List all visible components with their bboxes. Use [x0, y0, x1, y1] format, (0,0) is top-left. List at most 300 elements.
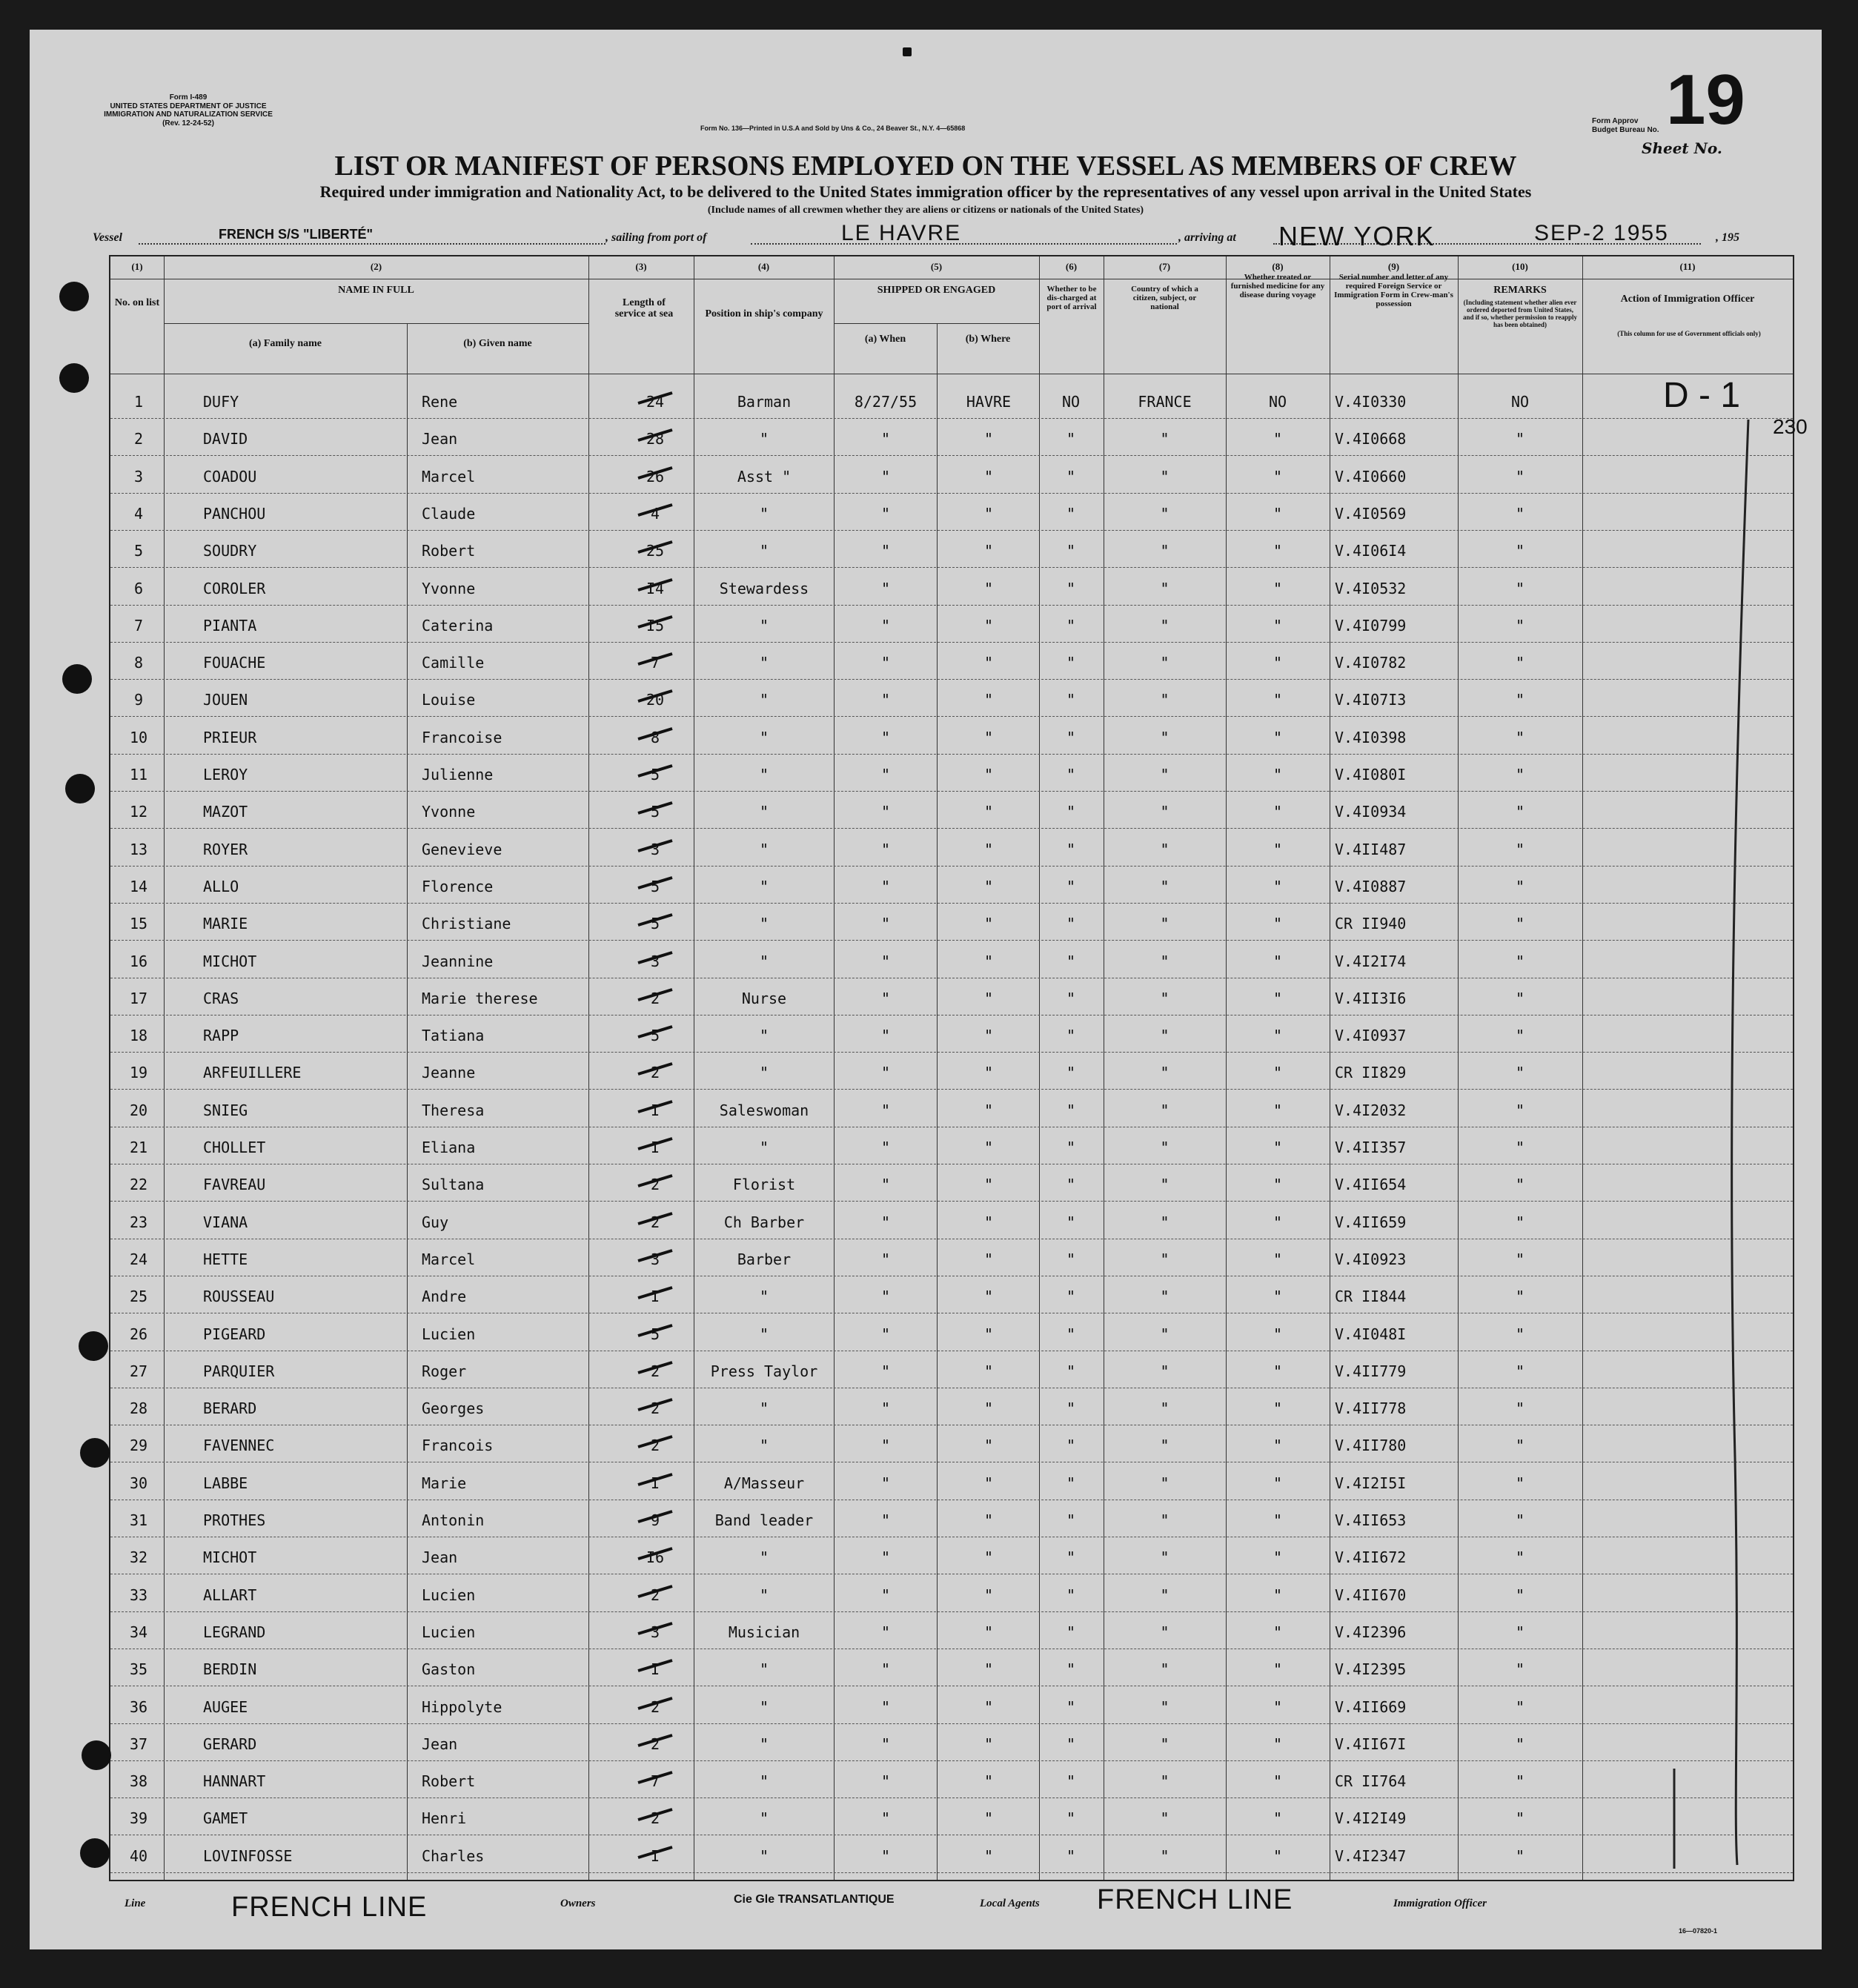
remarks: "	[1515, 1250, 1525, 1268]
serial-number: V.4II778	[1335, 1399, 1407, 1418]
serial-number: V.4I048I	[1335, 1325, 1407, 1343]
serial-number: V.4I0934	[1335, 803, 1407, 821]
table-row	[110, 1164, 1793, 1202]
row-number: 26	[129, 1325, 148, 1343]
discharged: "	[1066, 467, 1076, 486]
row-number: 23	[129, 1213, 148, 1231]
check-mark-icon	[637, 875, 674, 889]
given-name: Marcel	[422, 467, 476, 486]
check-mark-icon	[637, 1471, 674, 1486]
discharged: "	[1066, 1734, 1076, 1753]
serial-number: V.4I07I3	[1335, 691, 1407, 709]
shipped-where: "	[983, 1474, 994, 1492]
serial-number: V.4I0937	[1335, 1027, 1407, 1045]
given-name: Gaston	[422, 1660, 476, 1679]
family-name: PROTHES	[203, 1511, 266, 1529]
position: "	[759, 504, 769, 523]
discharged: "	[1066, 1474, 1076, 1492]
medicine: "	[1273, 1623, 1283, 1641]
country: "	[1160, 1511, 1169, 1529]
given-name: Caterina	[422, 616, 494, 634]
check-mark-icon	[637, 1844, 674, 1859]
remarks: "	[1515, 728, 1525, 746]
discharged: "	[1066, 1325, 1076, 1343]
service-length: 5	[650, 1027, 660, 1045]
shipped-when: "	[880, 989, 891, 1007]
family-name: AUGEE	[203, 1697, 248, 1716]
service-length: I5	[646, 616, 665, 634]
position: "	[759, 1064, 769, 1082]
given-name: Antonin	[422, 1511, 485, 1529]
family-name: LEROY	[203, 766, 248, 783]
country: "	[1160, 691, 1169, 709]
budget-bureau: Budget Bureau No.	[1592, 125, 1659, 134]
shipped-where: "	[983, 877, 994, 895]
given-name: Marie therese	[422, 989, 538, 1007]
remarks: "	[1515, 1734, 1525, 1753]
service-length: 2	[650, 1064, 660, 1082]
table-row	[110, 568, 1793, 606]
medicine: "	[1273, 766, 1283, 783]
shipped-where: "	[983, 1809, 994, 1828]
remarks: "	[1515, 1623, 1525, 1641]
given-name: Charles	[422, 1846, 485, 1865]
remarks: "	[1515, 430, 1525, 448]
check-mark-icon	[637, 1545, 674, 1560]
service-length: 25	[646, 542, 665, 560]
medicine: "	[1273, 1511, 1283, 1529]
medicine: "	[1273, 1586, 1283, 1604]
discharged: "	[1066, 1139, 1076, 1156]
country: "	[1160, 766, 1169, 783]
check-mark-icon	[637, 502, 674, 517]
table-row	[110, 1015, 1793, 1053]
position: "	[759, 1027, 769, 1045]
remarks: "	[1515, 1809, 1525, 1828]
shipped-where: "	[983, 766, 994, 783]
row-number: 12	[129, 803, 148, 821]
family-name: ALLO	[203, 877, 239, 895]
shipped-when: "	[880, 1213, 891, 1231]
service-length: 9	[650, 1511, 660, 1529]
punch-hole	[59, 282, 89, 311]
row-number: 38	[129, 1772, 148, 1791]
page-title: LIST OR MANIFEST OF PERSONS EMPLOYED ON THE VESSEL AS MEMBERS OF CREW	[334, 150, 1517, 182]
discharged: "	[1066, 1027, 1076, 1045]
shipped-when: "	[880, 1176, 891, 1194]
medicine: "	[1273, 1399, 1283, 1418]
medicine: "	[1273, 840, 1283, 858]
family-name: BERARD	[203, 1399, 257, 1418]
shipped-where: "	[983, 430, 994, 448]
check-mark-icon	[637, 1248, 674, 1262]
table-row	[110, 1462, 1793, 1500]
shipped-where: "	[983, 1139, 994, 1156]
position: "	[759, 1734, 769, 1753]
given-name: Jean	[422, 1548, 458, 1567]
vessel-name: FRENCH S/S "LIBERTÉ"	[219, 227, 374, 242]
service-length: 2	[650, 1437, 660, 1455]
shipped-where: "	[983, 1325, 994, 1343]
check-mark-icon	[637, 912, 674, 927]
serial-number: V.4I2I5I	[1335, 1474, 1407, 1492]
row-number: 40	[129, 1846, 148, 1865]
serial-number: V.4II357	[1335, 1139, 1407, 1156]
position: "	[759, 1846, 769, 1865]
shipped-when: "	[880, 542, 891, 560]
col-no-header: No. on list	[114, 297, 160, 308]
table-row	[110, 866, 1793, 904]
discharged: "	[1066, 766, 1076, 783]
medicine: "	[1273, 430, 1283, 448]
shipped-where: "	[983, 1511, 994, 1529]
row-number: 7	[133, 616, 144, 634]
remarks: "	[1515, 1027, 1525, 1045]
shipped-when: "	[880, 1511, 891, 1529]
crew-table: (1) (2) (3) (4) (5) (6) (7) (8) (9) (10) (11) No. on list NAME IN FULL (a) Family name (b) Given name Length of service at sea Position in ship's company SHIPPED OR ENGAGED (a) When (b) Where Whether to be dis-charged at port of arrival Country of which a citizen, subject, or national Whether treated or furnished medicine for any disease during voyage Serial number and letter of any required Foreign Service or Immigration Form in Crew-man's possession REMARKS (Including statement whether alien ever ordered deported from United States, and if so, whether permission to reapply has been obtained) Action of Immigration Officer (This column for use of Government officials only) 1 DUFY Rene 24 Barman 8/27/55 HAVRE NO FRANCE NO V.4I0330 NO 2 DAVID Jean 28 " " " " " " V.4I0668 " 3 COADOU Marcel 26 Asst " " " " " " V.4I0660 " 4 PANCHOU Claude 4 " " " " " " V.4I0569 " 5 SOUDRY Robert 25 " " " " " " V.4I06I4 " 6 COROLER Yvonne I4 Stewardess " " " " " V.4I0532 " 7 PIANTA Caterina I5 " " " " " " V.4I0799 " 8 FOUACHE Camille 7 " " " " " " V.4I0782 " 9 JOUEN Louise 20 " " " " " " V.4I07I3 " 10 PRIEUR Francoise 8 " " " " " " V.4I0398 " 11 LEROY Julienne 5 " " " " " " V.4I080I " 12 MAZOT Yvonne 5 " " " " " " V.4I0934 " 13 ROYER Genevieve 3 " " " " " " V.4II487 " 14 ALLO Florence 5 " " " " " " V.4I0887 " 15 MARIE Christiane 5 " " " " " " CR II940 " 16 MICHOT Jeannine 3 " " " " " " V.4I2I74 " 17 CRAS Marie therese 2 Nurse " " " " " V.4II3I6 " 18 RAPP Tatiana 5 " " " " " " V.4I0937 " 19 ARFEUILLERE Jeanne 2 " " " " " " CR II829 " 20 SNIEG Theresa I Saleswoman " " " " " V.4I2032 " 21 CHOLLET Eliana I " " " " " " V.4II357 " 22 FAVREAU Sultana 2 Florist " " " " " V.4II654 " 23 VIANA Guy 2 Ch Barber " " " " " V.4II659 " 24 HETTE Marcel 3 Barber " " " " " V.4I0923 " 25 ROUSSEAU Andre I " " " " " " CR II844 " 26 PIGEARD Lucien 5 " " " " " " V.4I048I " 27 PARQUIER Roger 2 Press Taylor " " " " " V.4II779 " 28 BERARD Georges 2 " " " " " " V.4II778 " 29 FAVENNEC Francois 2 " " " " " " V.4II780 " 30 LABBE Marie I A/Masseur " " " " " V.4I2I5I " 31 PROTHES Antonin 9 Band leader " " " " " V.4II653 " 32 MICHOT Jean I6 " " " " " " V.4II672 " 33 ALLART Lucien 2 " " " " " " V.4II670 " 34 LEGRAND Lucien 3 Musician " " " " " V.4I2396 " 35 BERDIN Gaston I " " " " " " V.4I2395 " 36 AUGEE Hippolyte 2 " " " " " " V.4II669 " 37 GERARD Jean 2 " " " " " " V.4II67I " 38 HANNART Robert 7 " " " " " " CR II764 " 39 GAMET Henri 2 " " " " " " V.4I2I49 " 40 LOVINFOSSE Charles I " " " " " " V.4I2347 " D - 1	[109, 255, 1794, 1881]
remarks: "	[1515, 1213, 1525, 1231]
shipped-when: "	[880, 1064, 891, 1082]
position: "	[759, 766, 769, 783]
discharged: "	[1066, 952, 1076, 970]
discharged: "	[1066, 877, 1076, 895]
remarks: "	[1515, 1101, 1525, 1119]
check-mark-icon	[637, 800, 674, 815]
table-row	[110, 1351, 1793, 1388]
shipped-where: "	[983, 1734, 994, 1753]
arrival-value: NEW YORK	[1278, 221, 1436, 251]
discharged: "	[1066, 616, 1076, 634]
serial-number: V.4I0923	[1335, 1250, 1407, 1268]
check-mark-icon	[637, 1583, 674, 1598]
family-name: COROLER	[203, 579, 266, 597]
row-number: 4	[133, 504, 144, 523]
country: "	[1160, 1250, 1169, 1268]
check-mark-icon	[637, 838, 674, 852]
check-mark-icon	[637, 1285, 674, 1299]
table-row	[110, 1686, 1793, 1724]
family-name: FOUACHE	[203, 654, 266, 672]
col-discharged-header: Whether to be dis-charged at port of arrival	[1046, 285, 1097, 312]
shipped-where: "	[983, 1176, 994, 1194]
service-length: 3	[650, 952, 660, 970]
shipped-when: "	[880, 1325, 891, 1343]
family-name: BERDIN	[203, 1660, 257, 1679]
serial-number: V.4II654	[1335, 1176, 1407, 1194]
check-mark-icon	[637, 1359, 674, 1374]
table-row	[110, 978, 1793, 1015]
serial-number: CR II940	[1335, 915, 1407, 933]
remarks: "	[1515, 654, 1525, 672]
check-mark-icon	[637, 950, 674, 964]
col-remarks-header: REMARKS	[1493, 285, 1547, 296]
family-name: PIGEARD	[203, 1325, 266, 1343]
medicine: "	[1273, 1101, 1283, 1119]
given-name: Lucien	[422, 1325, 476, 1343]
remarks: "	[1515, 766, 1525, 783]
position: Barber	[737, 1250, 792, 1268]
family-name: HANNART	[203, 1772, 266, 1791]
discharged: "	[1066, 1250, 1076, 1268]
family-name: CRAS	[203, 989, 239, 1007]
check-mark-icon	[637, 1695, 674, 1710]
medicine: "	[1273, 1139, 1283, 1156]
service-length: 28	[646, 430, 665, 448]
remarks: "	[1515, 1586, 1525, 1604]
country: "	[1160, 728, 1169, 746]
shipped-when: "	[880, 654, 891, 672]
discharged: "	[1066, 542, 1076, 560]
discharged: "	[1066, 1176, 1076, 1194]
given-name: Sultana	[422, 1176, 485, 1194]
given-name: Roger	[422, 1362, 467, 1380]
position: "	[759, 1809, 769, 1828]
staple-mark	[903, 47, 912, 56]
shipped-when: "	[880, 1734, 891, 1753]
table-row	[110, 1313, 1793, 1351]
table-row	[110, 1835, 1793, 1873]
family-name: PIANTA	[203, 616, 257, 634]
given-name: Marcel	[422, 1250, 476, 1268]
given-name: Jean	[422, 430, 458, 448]
given-name: Marie	[422, 1474, 467, 1492]
country: FRANCE	[1138, 393, 1192, 411]
country: "	[1160, 1548, 1169, 1567]
remarks: "	[1515, 1772, 1525, 1791]
shipped-where: "	[983, 1623, 994, 1641]
punch-hole	[65, 774, 95, 804]
remarks: "	[1515, 877, 1525, 895]
given-name: Jean	[422, 1734, 458, 1753]
serial-number: V.4I2395	[1335, 1660, 1407, 1679]
medicine: "	[1273, 1548, 1283, 1567]
shipped-when: "	[880, 1288, 891, 1306]
service-length: I4	[646, 579, 665, 597]
position: Asst "	[737, 467, 792, 486]
serial-number: V.4I0532	[1335, 579, 1407, 597]
country: "	[1160, 579, 1169, 597]
serial-number: CR II844	[1335, 1288, 1407, 1306]
row-number: 14	[129, 877, 148, 895]
remarks: "	[1515, 915, 1525, 933]
shipped-where: "	[983, 1437, 994, 1455]
discharged: "	[1066, 1548, 1076, 1567]
row-number: 8	[133, 654, 144, 672]
remarks: "	[1515, 1362, 1525, 1380]
country: "	[1160, 1027, 1169, 1045]
serial-number: V.4II669	[1335, 1697, 1407, 1716]
check-mark-icon	[637, 1657, 674, 1672]
family-name: ARFEUILLERE	[203, 1064, 302, 1082]
table-row	[110, 1090, 1793, 1127]
check-mark-icon	[637, 688, 674, 703]
row-number: 19	[129, 1064, 148, 1082]
col-when-header: (a) When	[864, 334, 906, 345]
given-name: Jeanne	[422, 1064, 476, 1082]
country: "	[1160, 1101, 1169, 1119]
service-length: 20	[646, 691, 665, 709]
serial-number: V.4I2396	[1335, 1623, 1407, 1641]
row-number: 6	[133, 579, 144, 597]
col-position-header: Position in ship's company	[705, 308, 823, 319]
shipped-where: "	[983, 616, 994, 634]
family-name: SNIEG	[203, 1101, 248, 1119]
medicine: "	[1273, 1846, 1283, 1865]
family-name: LOVINFOSSE	[203, 1846, 293, 1865]
check-mark-icon	[637, 577, 674, 592]
row-number: 22	[129, 1176, 148, 1194]
medicine: "	[1273, 1064, 1283, 1082]
given-name: Lucien	[422, 1586, 476, 1604]
remarks: NO	[1510, 393, 1530, 411]
check-mark-icon	[637, 1806, 674, 1821]
shipped-when: "	[880, 1139, 891, 1156]
table-row	[110, 1276, 1793, 1313]
given-name: Theresa	[422, 1101, 485, 1119]
table-row	[110, 1649, 1793, 1686]
serial-number: V.4II487	[1335, 840, 1407, 858]
col-action-note: (This column for use of Government officials only)	[1617, 330, 1761, 337]
position: A/Masseur	[723, 1474, 805, 1492]
country: "	[1160, 1288, 1169, 1306]
country: "	[1160, 1176, 1169, 1194]
owners-value: Cie Gle TRANSATLANTIQUE	[734, 1893, 895, 1906]
country: "	[1160, 1064, 1169, 1082]
shipped-where: "	[983, 691, 994, 709]
country: "	[1160, 1660, 1169, 1679]
serial-number: V.4II653	[1335, 1511, 1407, 1529]
country: "	[1160, 1399, 1169, 1418]
serial-number: V.4I2347	[1335, 1846, 1407, 1865]
remarks: "	[1515, 1064, 1525, 1082]
country: "	[1160, 1846, 1169, 1865]
check-mark-icon	[637, 1173, 674, 1187]
family-name: PARQUIER	[203, 1362, 275, 1380]
country: "	[1160, 430, 1169, 448]
discharged: "	[1066, 1772, 1076, 1791]
shipped-when: "	[880, 728, 891, 746]
shipped-when: "	[880, 1772, 891, 1791]
discharged: "	[1066, 803, 1076, 821]
shipped-when: "	[880, 1027, 891, 1045]
given-name: Hippolyte	[422, 1697, 502, 1716]
discharged: "	[1066, 1101, 1076, 1119]
table-row	[110, 1537, 1793, 1574]
row-number: 10	[129, 728, 148, 746]
serial-number: V.4I2032	[1335, 1101, 1407, 1119]
serial-number: V.4I080I	[1335, 766, 1407, 783]
family-name: DUFY	[203, 393, 239, 411]
footer	[96, 1884, 1801, 1936]
remarks: "	[1515, 1846, 1525, 1865]
medicine: "	[1273, 579, 1283, 597]
serial-number: V.4II659	[1335, 1213, 1407, 1231]
page-subnote: (Include names of all crewmen whether they are aliens or citizens or nationals of the United States)	[707, 205, 1144, 216]
form-number: 16—07820-1	[1679, 1927, 1718, 1935]
margin-number: 230	[1773, 415, 1808, 438]
shipped-when: "	[880, 1399, 891, 1418]
shipped-when: "	[880, 430, 891, 448]
remarks: "	[1515, 1139, 1525, 1156]
serial-number: V.4I0668	[1335, 430, 1407, 448]
row-number: 24	[129, 1250, 148, 1268]
discharged: "	[1066, 1846, 1076, 1865]
family-name: MICHOT	[203, 952, 257, 970]
position: "	[759, 877, 769, 895]
country: "	[1160, 952, 1169, 970]
service-length: 2	[650, 1399, 660, 1418]
row-number: 37	[129, 1734, 148, 1753]
country: "	[1160, 1474, 1169, 1492]
service-length: 2	[650, 1213, 660, 1231]
col-where-header: (b) Where	[965, 334, 1011, 345]
family-name: MAZOT	[203, 803, 248, 821]
service-length: I	[650, 1139, 660, 1156]
check-mark-icon	[637, 465, 674, 480]
discharged: "	[1066, 1288, 1076, 1306]
service-length: 2	[650, 1586, 660, 1604]
table-row	[110, 493, 1793, 531]
check-mark-icon	[637, 614, 674, 629]
medicine: "	[1273, 1809, 1283, 1828]
position: "	[759, 430, 769, 448]
position: "	[759, 654, 769, 672]
remarks: "	[1515, 840, 1525, 858]
shipped-where: "	[983, 840, 994, 858]
serial-number: V.4II672	[1335, 1548, 1407, 1567]
col-shipped-header: SHIPPED OR ENGAGED	[877, 285, 996, 296]
discharged: "	[1066, 1697, 1076, 1716]
country: "	[1160, 1213, 1169, 1231]
given-name: Louise	[422, 691, 476, 709]
given-name: Yvonne	[422, 803, 476, 821]
shipped-where: "	[983, 654, 994, 672]
shipped-where: "	[983, 1250, 994, 1268]
family-name: MARIE	[203, 915, 248, 933]
family-name: CHOLLET	[203, 1139, 266, 1156]
remarks: "	[1515, 1697, 1525, 1716]
action-bracket	[1667, 420, 1756, 1872]
discharged: "	[1066, 1213, 1076, 1231]
medicine: "	[1273, 1772, 1283, 1791]
medicine: "	[1273, 915, 1283, 933]
remarks: "	[1515, 989, 1525, 1007]
given-name: Tatiana	[422, 1027, 485, 1045]
serial-number: V.4I0799	[1335, 616, 1407, 634]
given-name: Genevieve	[422, 840, 502, 858]
discharged: "	[1066, 430, 1076, 448]
serial-number: V.4I0782	[1335, 654, 1407, 672]
family-name: DAVID	[203, 430, 248, 448]
table-row	[110, 1798, 1793, 1835]
form-header-right	[1592, 117, 1659, 134]
given-name: Christiane	[422, 915, 511, 933]
row-number: 25	[129, 1288, 148, 1306]
shipped-where: "	[983, 1697, 994, 1716]
shipped-where: "	[983, 1772, 994, 1791]
shipped-where: "	[983, 504, 994, 523]
table-row	[110, 679, 1793, 717]
family-name: ROUSSEAU	[203, 1288, 275, 1306]
check-mark-icon	[637, 1732, 674, 1747]
shipped-when: "	[880, 803, 891, 821]
remarks: "	[1515, 579, 1525, 597]
discharged: "	[1066, 1511, 1076, 1529]
discharged: "	[1066, 1586, 1076, 1604]
col-remarks-note: (Including statement whether alien ever ordered deported from United States, and if so, whether permission to reapply has been obtained)	[1463, 299, 1577, 328]
vessel-label: Vessel	[93, 231, 122, 244]
position: "	[759, 915, 769, 933]
